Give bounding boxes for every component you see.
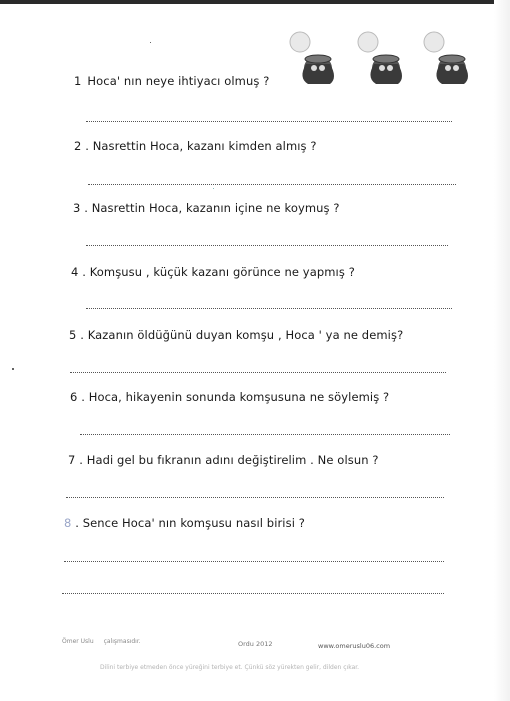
footer-city-year: Ordu 2012: [238, 640, 273, 648]
answer-line[interactable]: [62, 593, 444, 594]
question-4: [71, 265, 355, 279]
cauldron-illustrations: [288, 28, 488, 96]
question-number: 6: [70, 390, 78, 404]
answer-line[interactable]: [66, 497, 444, 498]
footer-quote: Dilini terbiye etmeden önce yüreğini terbiye et. Çünkü söz yürekten gelir, dilden çıkar.: [100, 664, 360, 671]
question-text: . Nasrettin Hoca, kazanı kimden almış ?: [85, 139, 317, 153]
question-number: 3: [73, 201, 81, 215]
answer-line[interactable]: [64, 561, 444, 562]
question-number: 8: [64, 516, 72, 530]
cauldron-illustration: [356, 28, 412, 94]
question-8: [64, 516, 305, 530]
question-text: . Sence Hoca' nın komşusu nasıl birisi ?: [75, 516, 305, 530]
question-text: . Komşusu , küçük kazanı görünce ne yapmış ?: [82, 265, 355, 279]
question-number: 5: [69, 328, 77, 342]
question-text: . Hoca, hikayenin sonunda komşusuna ne söylemiş ?: [81, 390, 390, 404]
footer-website: www.omeruslu06.com: [318, 642, 391, 650]
question-text: Hoca' nın neye ihtiyacı olmuş ?: [87, 74, 270, 88]
answer-line[interactable]: [70, 372, 446, 373]
question-5: [69, 328, 403, 342]
question-number: 7: [68, 453, 76, 467]
author-name: Ömer Uslu: [62, 638, 94, 645]
footer-author: [62, 638, 151, 645]
scan-speck: [150, 42, 151, 43]
question-number: 2: [74, 139, 82, 153]
question-text: . Nasrettin Hoca, kazanın içine ne koymuş ?: [84, 201, 340, 215]
answer-line[interactable]: [86, 308, 452, 309]
question-1: [74, 74, 269, 88]
cauldron-illustration: [422, 28, 478, 94]
scan-speck: [213, 188, 214, 189]
scan-top-edge: [0, 0, 510, 4]
work-label: çalışmasıdır.: [103, 638, 141, 645]
question-3: [73, 201, 340, 215]
question-2: [74, 139, 317, 153]
cauldron-illustration: [288, 28, 344, 94]
question-6: [70, 390, 389, 404]
answer-line[interactable]: [80, 434, 450, 435]
answer-line[interactable]: [88, 184, 456, 185]
scan-speck: [12, 368, 14, 370]
question-number: 4: [71, 265, 79, 279]
scan-right-edge: [494, 0, 510, 701]
answer-line[interactable]: [86, 121, 452, 122]
question-text: . Kazanın öldüğünü duyan komşu , Hoca ' ya ne demiş?: [80, 328, 404, 342]
question-7: [68, 453, 379, 467]
question-number: 1: [74, 74, 82, 88]
answer-line[interactable]: [86, 245, 448, 246]
question-text: . Hadi gel bu fıkranın adını değiştirelim . Ne olsun ?: [79, 453, 379, 467]
